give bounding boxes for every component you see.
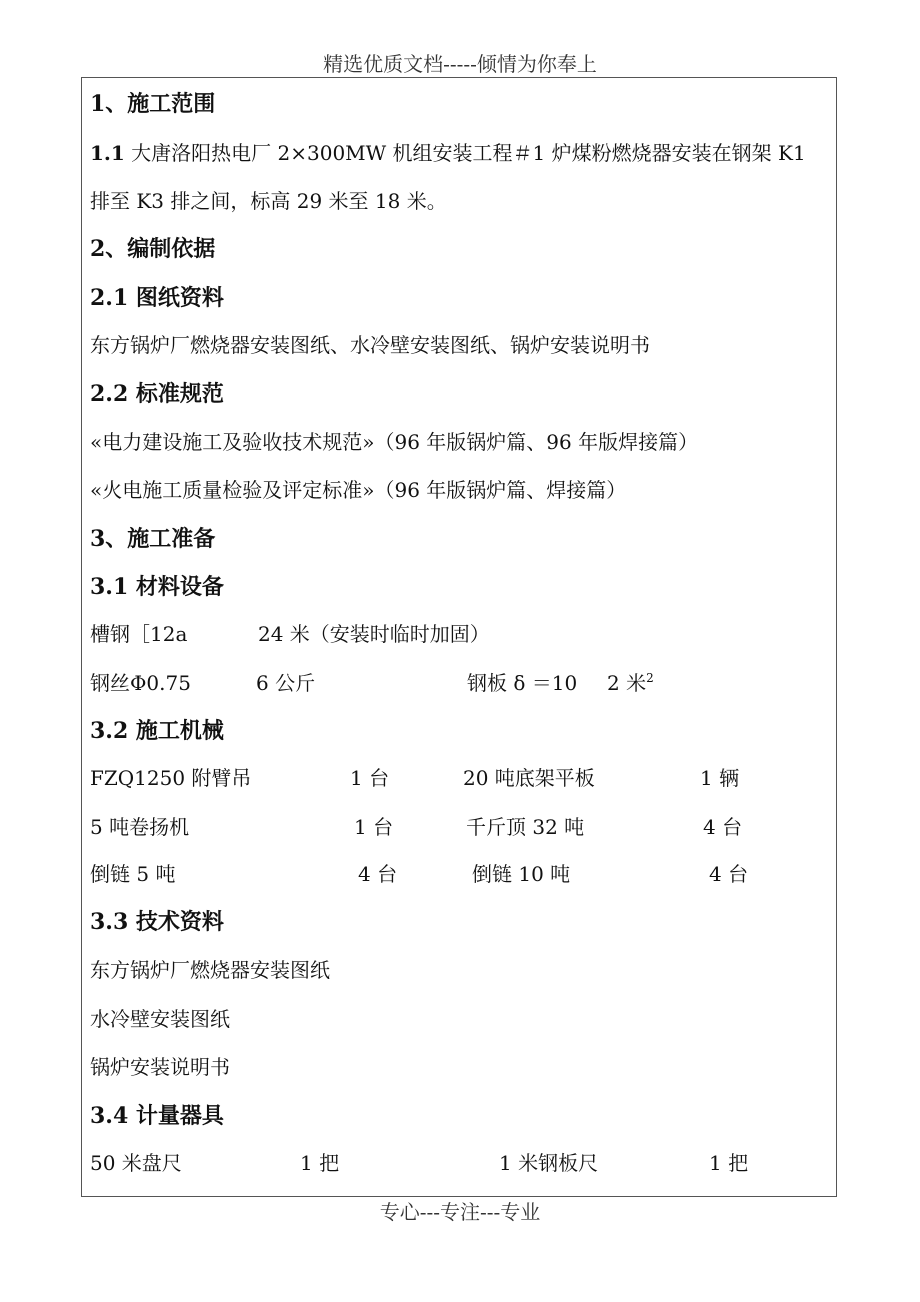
paragraph-1-1-text: 大唐洛阳热电厂 2×300MW 机组安装工程＃1 炉煤粉燃烧器安装在钢架 K1 (131, 141, 806, 165)
paragraph-2-1: 东方锅炉厂燃烧器安装图纸、水冷壁安装图纸、锅炉安装说明书 (90, 333, 650, 357)
paragraph-2-2a: «电力建设施工及验收技术规范»（96 年版锅炉篇、96 年版焊接篇） (90, 430, 699, 454)
material-2-qty: 6 公斤 (256, 671, 316, 695)
machine-3-qty: 1 台 (354, 815, 394, 839)
material-3-unit-superscript: 2 (646, 671, 654, 685)
material-3-name: 钢板 δ ＝10 (467, 671, 578, 695)
machine-2-name: 20 吨底架平板 (463, 766, 595, 790)
paragraph-1-1-number: 1.1 (90, 141, 125, 165)
machine-1-qty: 1 台 (350, 766, 390, 790)
section-1-title: 1、施工范围 (90, 91, 216, 117)
material-3-qty-line (607, 671, 654, 698)
measure-2-name: 1 米钢板尺 (499, 1151, 599, 1175)
subsection-2-2-title: 2.2 标准规范 (90, 381, 224, 407)
subsection-3-1-title: 3.1 材料设备 (90, 574, 224, 600)
paragraph-1-1-line2: 排至 K3 排之间，标高 29 米至 18 米。 (90, 189, 447, 213)
page-header: 精选优质文档-----倾情为你奉上 (323, 52, 597, 76)
section-2-title: 2、编制依据 (90, 236, 216, 262)
subsection-2-1-title: 2.1 图纸资料 (90, 285, 224, 311)
machine-5-name: 倒链 5 吨 (90, 862, 176, 886)
machine-1-name: FZQ1250 附臂吊 (90, 766, 252, 790)
material-2-name: 钢丝Φ0.75 (90, 671, 191, 695)
machine-6-qty: 4 台 (709, 862, 749, 886)
tech-doc-2: 水冷壁安装图纸 (90, 1007, 230, 1031)
machine-5-qty: 4 台 (358, 862, 398, 886)
tech-doc-1: 东方锅炉厂燃烧器安装图纸 (90, 958, 330, 982)
material-3-qty: 2 米 (607, 671, 647, 695)
paragraph-1-1-line1 (90, 141, 806, 165)
material-1-qty: 24 米（安装时临时加固） (258, 622, 490, 646)
measure-1-qty: 1 把 (300, 1151, 340, 1175)
measure-2-qty: 1 把 (709, 1151, 749, 1175)
machine-2-qty: 1 辆 (700, 766, 740, 790)
measure-1-name: 50 米盘尺 (90, 1151, 182, 1175)
machine-4-qty: 4 台 (703, 815, 743, 839)
machine-3-name: 5 吨卷扬机 (90, 815, 190, 839)
tech-doc-3: 锅炉安装说明书 (90, 1055, 230, 1079)
paragraph-2-2b: «火电施工质量检验及评定标准»（96 年版锅炉篇、焊接篇） (90, 478, 627, 502)
material-1-name: 槽钢［12a (90, 622, 188, 646)
machine-6-name: 倒链 10 吨 (472, 862, 571, 886)
section-3-title: 3、施工准备 (90, 526, 216, 552)
subsection-3-4-title: 3.4 计量器具 (90, 1103, 224, 1129)
machine-4-name: 千斤顶 32 吨 (466, 815, 585, 839)
page-footer: 专心---专注---专业 (379, 1200, 541, 1224)
subsection-3-3-title: 3.3 技术资料 (90, 909, 224, 935)
subsection-3-2-title: 3.2 施工机械 (90, 718, 224, 744)
